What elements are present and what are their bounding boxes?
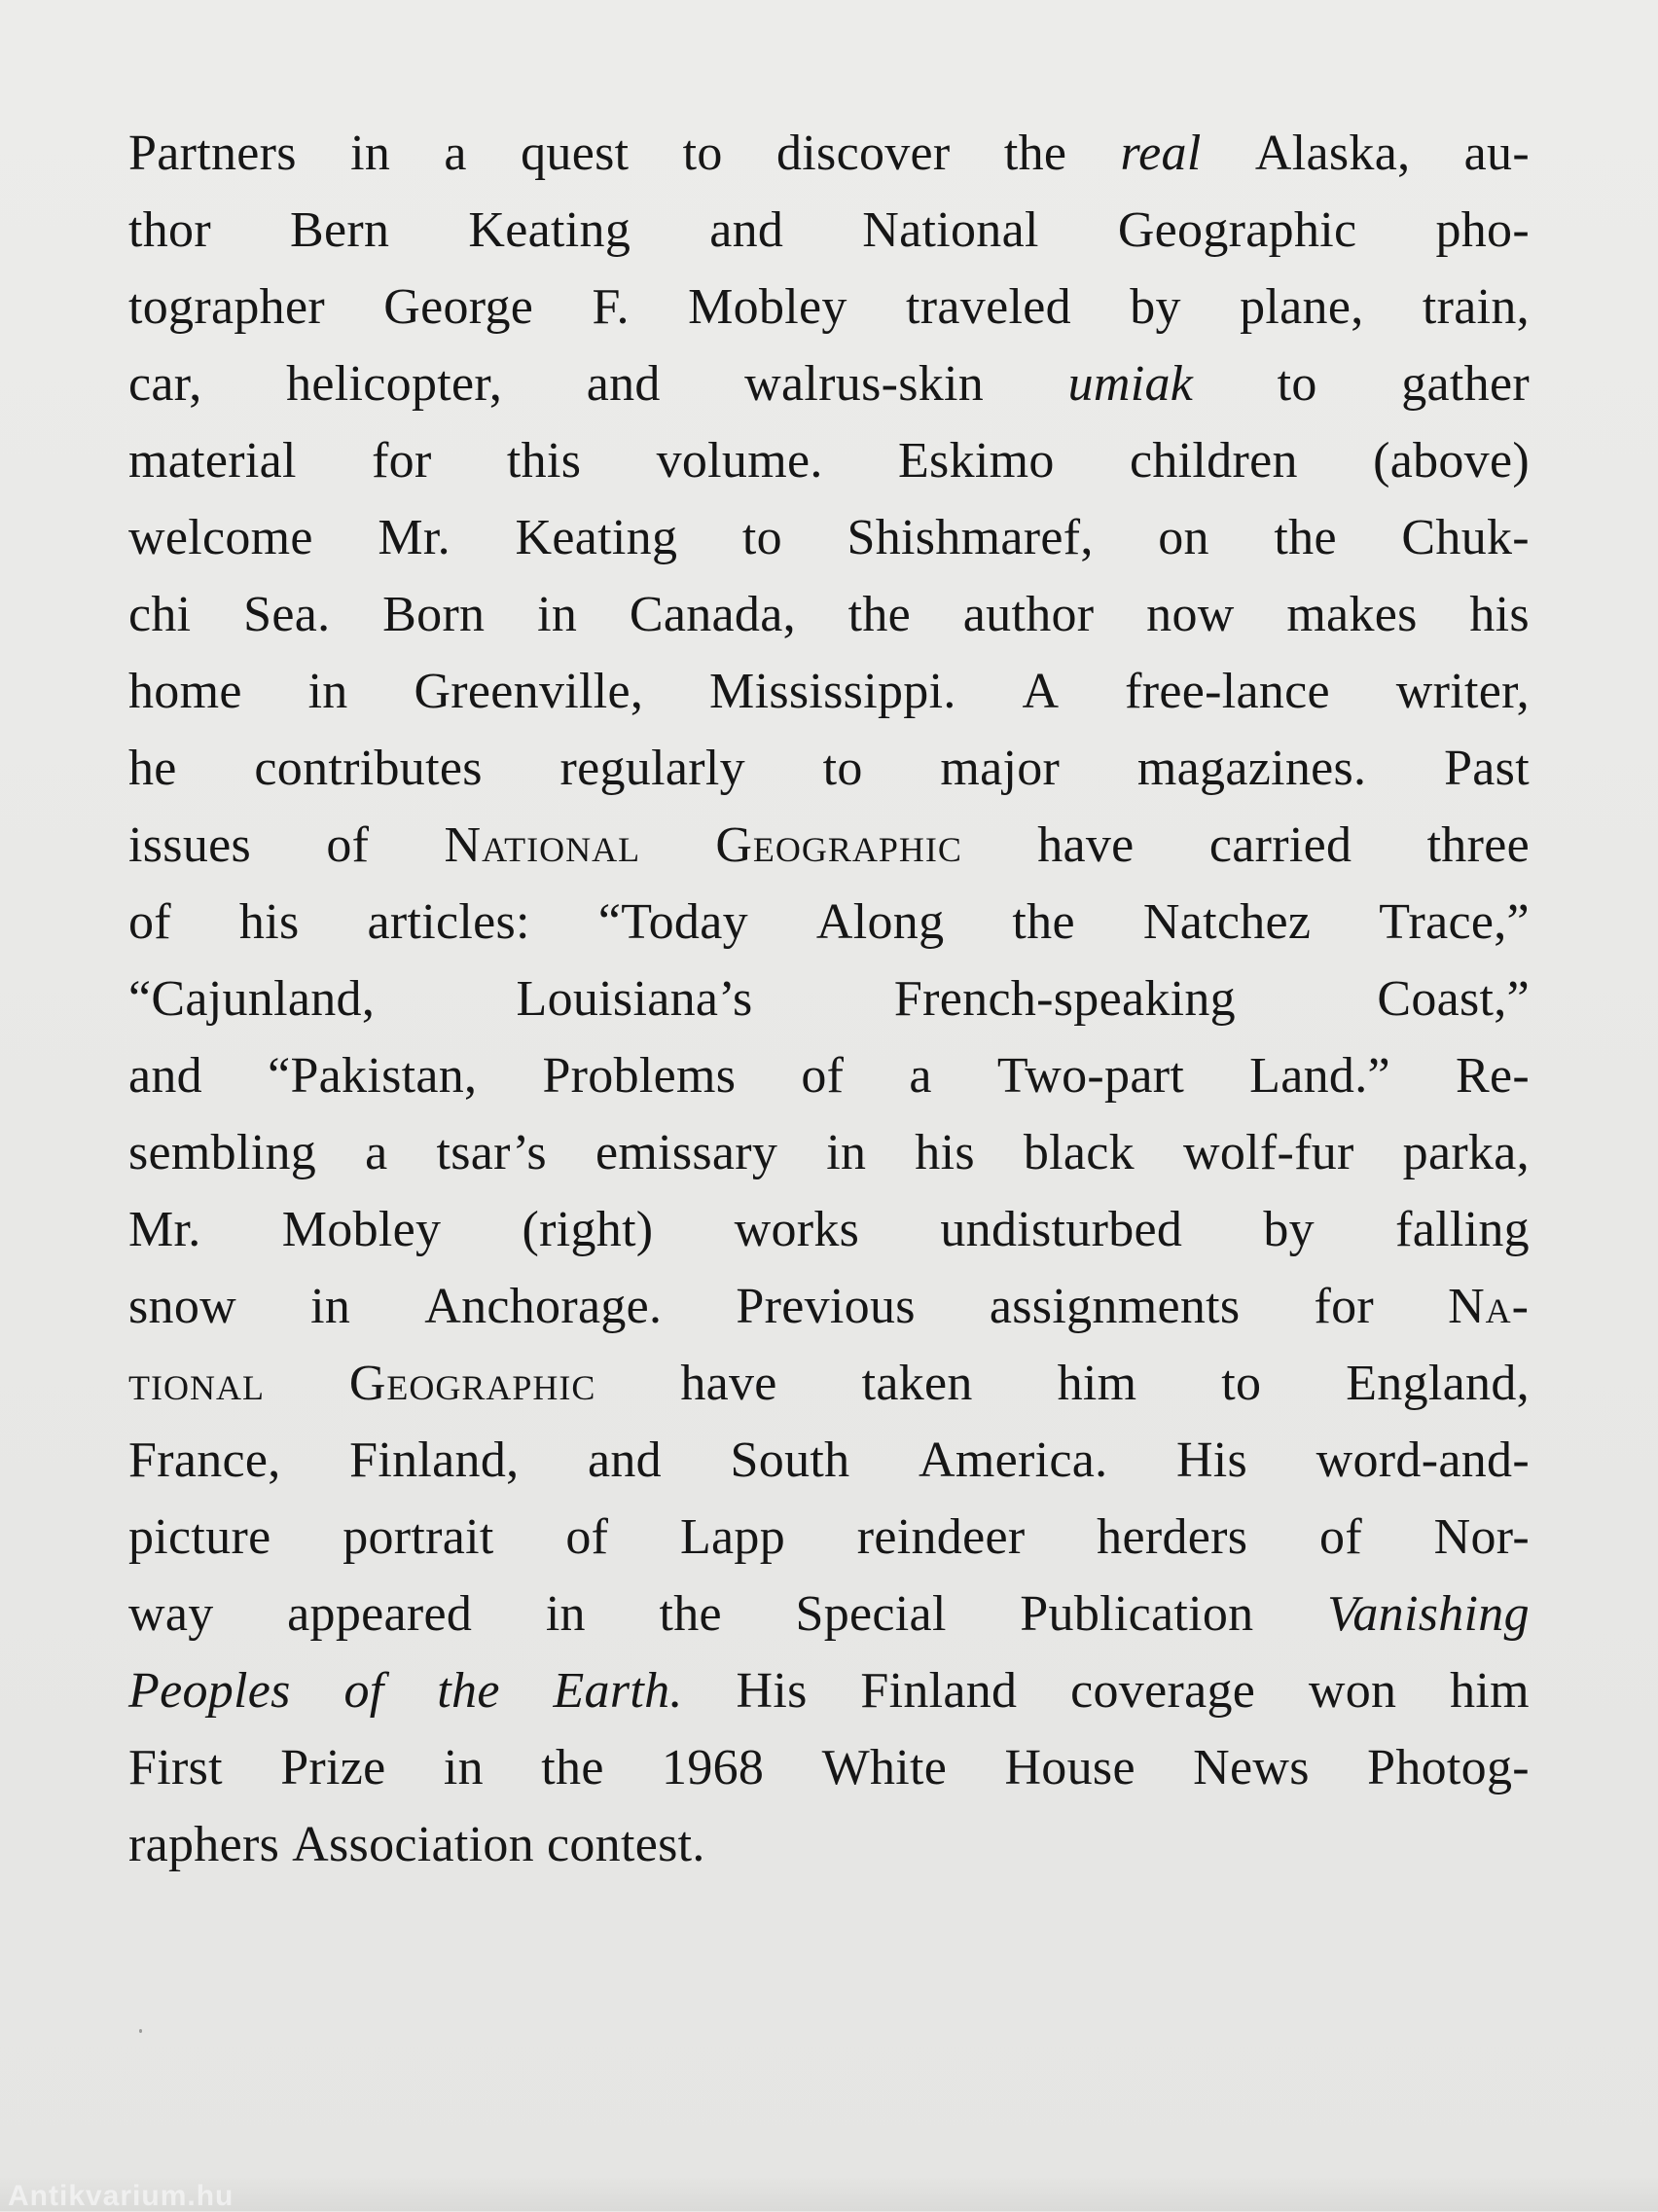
word: tsar’s — [436, 1125, 547, 1180]
word: now — [1146, 587, 1235, 642]
text-line — [128, 1729, 1530, 1806]
word: of — [343, 1663, 384, 1719]
word: car, — [128, 356, 202, 412]
word: word-and- — [1316, 1432, 1530, 1488]
word: raphers — [128, 1817, 280, 1872]
word: undisturbed — [940, 1202, 1183, 1257]
word: Na- — [1448, 1279, 1530, 1334]
word: Photog- — [1367, 1740, 1530, 1795]
word: author — [962, 587, 1095, 642]
word: his — [1469, 587, 1530, 642]
word: train, — [1422, 279, 1530, 335]
text-line — [128, 115, 1530, 192]
word: England, — [1346, 1356, 1530, 1411]
word: Past — [1444, 741, 1530, 796]
word: reindeer — [856, 1509, 1026, 1565]
word: to — [1277, 356, 1317, 412]
word: Trace,” — [1379, 894, 1530, 950]
text-line — [128, 807, 1530, 884]
text-line — [128, 422, 1530, 499]
word: black — [1023, 1125, 1135, 1180]
word: Lapp — [679, 1509, 786, 1565]
word: he — [128, 741, 177, 796]
word: of — [128, 894, 171, 950]
word: of — [1319, 1509, 1362, 1565]
word: Previous — [736, 1279, 916, 1334]
word: “Cajunland, — [128, 971, 376, 1027]
word: him — [1057, 1356, 1137, 1411]
word: Two-part — [996, 1048, 1185, 1104]
word: the — [541, 1740, 604, 1795]
word: First — [128, 1740, 223, 1795]
word: Mr. — [378, 510, 451, 565]
word: assignments — [989, 1279, 1241, 1334]
word: snow — [128, 1279, 236, 1334]
word: major — [940, 741, 1061, 796]
word: magazines. — [1136, 741, 1367, 796]
word: appeared — [287, 1586, 473, 1642]
word: Peoples — [128, 1663, 291, 1719]
word: National — [862, 202, 1039, 258]
word: Association — [292, 1817, 534, 1872]
word: Alaska, — [1254, 126, 1411, 181]
word: Keating — [515, 510, 678, 565]
text-line — [128, 1576, 1530, 1652]
word: Problems — [542, 1048, 737, 1104]
word: by — [1263, 1202, 1315, 1257]
word: Finland, — [349, 1432, 520, 1488]
word: quest — [521, 126, 630, 181]
word: and — [128, 1048, 202, 1104]
word: His — [736, 1663, 808, 1719]
text-line — [128, 1345, 1530, 1422]
word: France, — [128, 1432, 281, 1488]
word: emissary — [595, 1125, 778, 1180]
word: his — [238, 894, 300, 950]
word: Earth. — [553, 1663, 683, 1719]
word: Partners — [128, 126, 297, 181]
text-line — [128, 1422, 1530, 1499]
text-line — [128, 1499, 1530, 1576]
word: and — [586, 356, 661, 412]
word: Mr. — [128, 1202, 201, 1257]
word: wolf-fur — [1182, 1125, 1354, 1180]
word: tographer — [128, 279, 325, 335]
word: for — [372, 433, 432, 489]
word: children — [1129, 433, 1298, 489]
word: the — [437, 1663, 500, 1719]
word: material — [128, 433, 297, 489]
word: Keating — [468, 202, 631, 258]
word: real — [1120, 126, 1202, 181]
word: portrait — [342, 1509, 494, 1565]
word: traveled — [906, 279, 1071, 335]
word: the — [1003, 126, 1067, 181]
word: falling — [1395, 1202, 1530, 1257]
word: Chuk- — [1401, 510, 1530, 565]
word: of — [326, 817, 370, 873]
word: Sea. — [243, 587, 331, 642]
word: the — [1012, 894, 1075, 950]
text-line — [128, 269, 1530, 345]
word: to — [741, 510, 782, 565]
word: in — [310, 1279, 351, 1334]
word: Coast,” — [1377, 971, 1530, 1027]
word: to — [822, 741, 863, 796]
word: Louisiana’s — [516, 971, 753, 1027]
word: this — [506, 433, 582, 489]
word: Land.” — [1249, 1048, 1390, 1104]
text-line — [128, 345, 1530, 422]
word: Geographic — [1117, 202, 1357, 258]
word: Finland — [860, 1663, 1018, 1719]
word: Geographic — [715, 817, 962, 873]
word: Publication — [1020, 1586, 1254, 1642]
word: in — [350, 126, 391, 181]
word: issues — [128, 817, 252, 873]
text-line — [128, 1806, 1530, 1883]
word: chi — [128, 587, 192, 642]
word: George — [383, 279, 534, 335]
word: Prize — [280, 1740, 386, 1795]
word: umiak — [1067, 356, 1194, 412]
word: (above) — [1373, 433, 1530, 489]
word: contest. — [546, 1817, 705, 1872]
word: home — [128, 664, 242, 719]
word: on — [1158, 510, 1209, 565]
word: to — [682, 126, 723, 181]
word: gather — [1401, 356, 1530, 412]
word: in — [826, 1125, 867, 1180]
word: have — [1037, 817, 1135, 873]
word: herders — [1097, 1509, 1248, 1565]
word: to — [1221, 1356, 1262, 1411]
word: way — [128, 1586, 214, 1642]
word: makes — [1286, 587, 1418, 642]
word: (right) — [522, 1202, 654, 1257]
word: House — [1004, 1740, 1135, 1795]
word: “Pakistan, — [268, 1048, 478, 1104]
word: and — [709, 202, 784, 258]
paper-speck — [139, 2029, 142, 2033]
word: walrus-skin — [744, 356, 985, 412]
word: have — [680, 1356, 777, 1411]
word: National — [444, 817, 641, 873]
word: welcome — [128, 510, 313, 565]
word: Special — [795, 1586, 947, 1642]
caption-paragraph — [128, 115, 1530, 1883]
word: a — [909, 1048, 932, 1104]
word: Re- — [1455, 1048, 1530, 1104]
word: coverage — [1070, 1663, 1256, 1719]
word: News — [1193, 1740, 1310, 1795]
word: regularly — [559, 741, 745, 796]
word: discover — [775, 126, 951, 181]
word: Geographic — [348, 1356, 596, 1411]
word: plane, — [1240, 279, 1364, 335]
text-line — [128, 576, 1530, 653]
word: His — [1175, 1432, 1248, 1488]
word: works — [734, 1202, 860, 1257]
word: and — [588, 1432, 662, 1488]
word: a — [444, 126, 467, 181]
word: his — [915, 1125, 975, 1180]
word: in — [307, 664, 348, 719]
word: of — [801, 1048, 845, 1104]
word: in — [443, 1740, 484, 1795]
word: Mobley — [688, 279, 847, 335]
word: Vanishing — [1327, 1586, 1530, 1642]
word: sembling — [128, 1125, 317, 1180]
word: for — [1314, 1279, 1375, 1334]
word: 1968 — [662, 1740, 765, 1795]
word: French-speaking — [893, 971, 1236, 1027]
word: Natchez — [1142, 894, 1312, 950]
text-line — [128, 730, 1530, 807]
text-line — [128, 1268, 1530, 1345]
word: Anchorage. — [424, 1279, 663, 1334]
word: America. — [918, 1432, 1108, 1488]
word: in — [545, 1586, 586, 1642]
word: in — [537, 587, 578, 642]
word: won — [1308, 1663, 1397, 1719]
text-line — [128, 961, 1530, 1037]
word: Canada, — [629, 587, 796, 642]
text-line — [128, 1652, 1530, 1729]
word: Mobley — [281, 1202, 442, 1257]
text-line — [128, 192, 1530, 269]
word: A — [1022, 664, 1060, 719]
word: picture — [128, 1509, 271, 1565]
word: volume. — [656, 433, 823, 489]
word: Eskimo — [897, 433, 1055, 489]
word: White — [821, 1740, 948, 1795]
word: Greenville, — [414, 664, 644, 719]
word: him — [1450, 1663, 1530, 1719]
word: Shishmaref, — [847, 510, 1094, 565]
word: Nor- — [1433, 1509, 1530, 1565]
word: contributes — [254, 741, 483, 796]
word: writer, — [1395, 664, 1530, 719]
word: by — [1130, 279, 1181, 335]
word: the — [659, 1586, 722, 1642]
word: South — [730, 1432, 850, 1488]
word: au- — [1463, 126, 1530, 181]
word: a — [365, 1125, 388, 1180]
word: helicopter, — [286, 356, 503, 412]
word: Mississippi. — [709, 664, 956, 719]
word: the — [1274, 510, 1337, 565]
word: free-lance — [1125, 664, 1330, 719]
word: Along — [815, 894, 945, 950]
word: three — [1426, 817, 1530, 873]
word: pho- — [1435, 202, 1530, 258]
word: parka, — [1402, 1125, 1530, 1180]
bottom-edge-strip — [0, 2178, 1658, 2211]
text-line — [128, 1037, 1530, 1114]
word: tional — [128, 1356, 265, 1411]
word: “Today — [597, 894, 748, 950]
watermark-text: Antikvarium.hu — [8, 2180, 234, 2212]
word: taken — [861, 1356, 973, 1411]
word: F. — [592, 279, 630, 335]
text-line — [128, 499, 1530, 576]
word: thor — [128, 202, 211, 258]
word: the — [847, 587, 912, 642]
word: of — [565, 1509, 609, 1565]
text-line — [128, 1191, 1530, 1268]
word: carried — [1208, 817, 1352, 873]
text-line — [128, 884, 1530, 961]
word: Born — [382, 587, 486, 642]
word: articles: — [367, 894, 530, 950]
text-line — [128, 1114, 1530, 1191]
word: Bern — [290, 202, 390, 258]
text-line — [128, 653, 1530, 730]
